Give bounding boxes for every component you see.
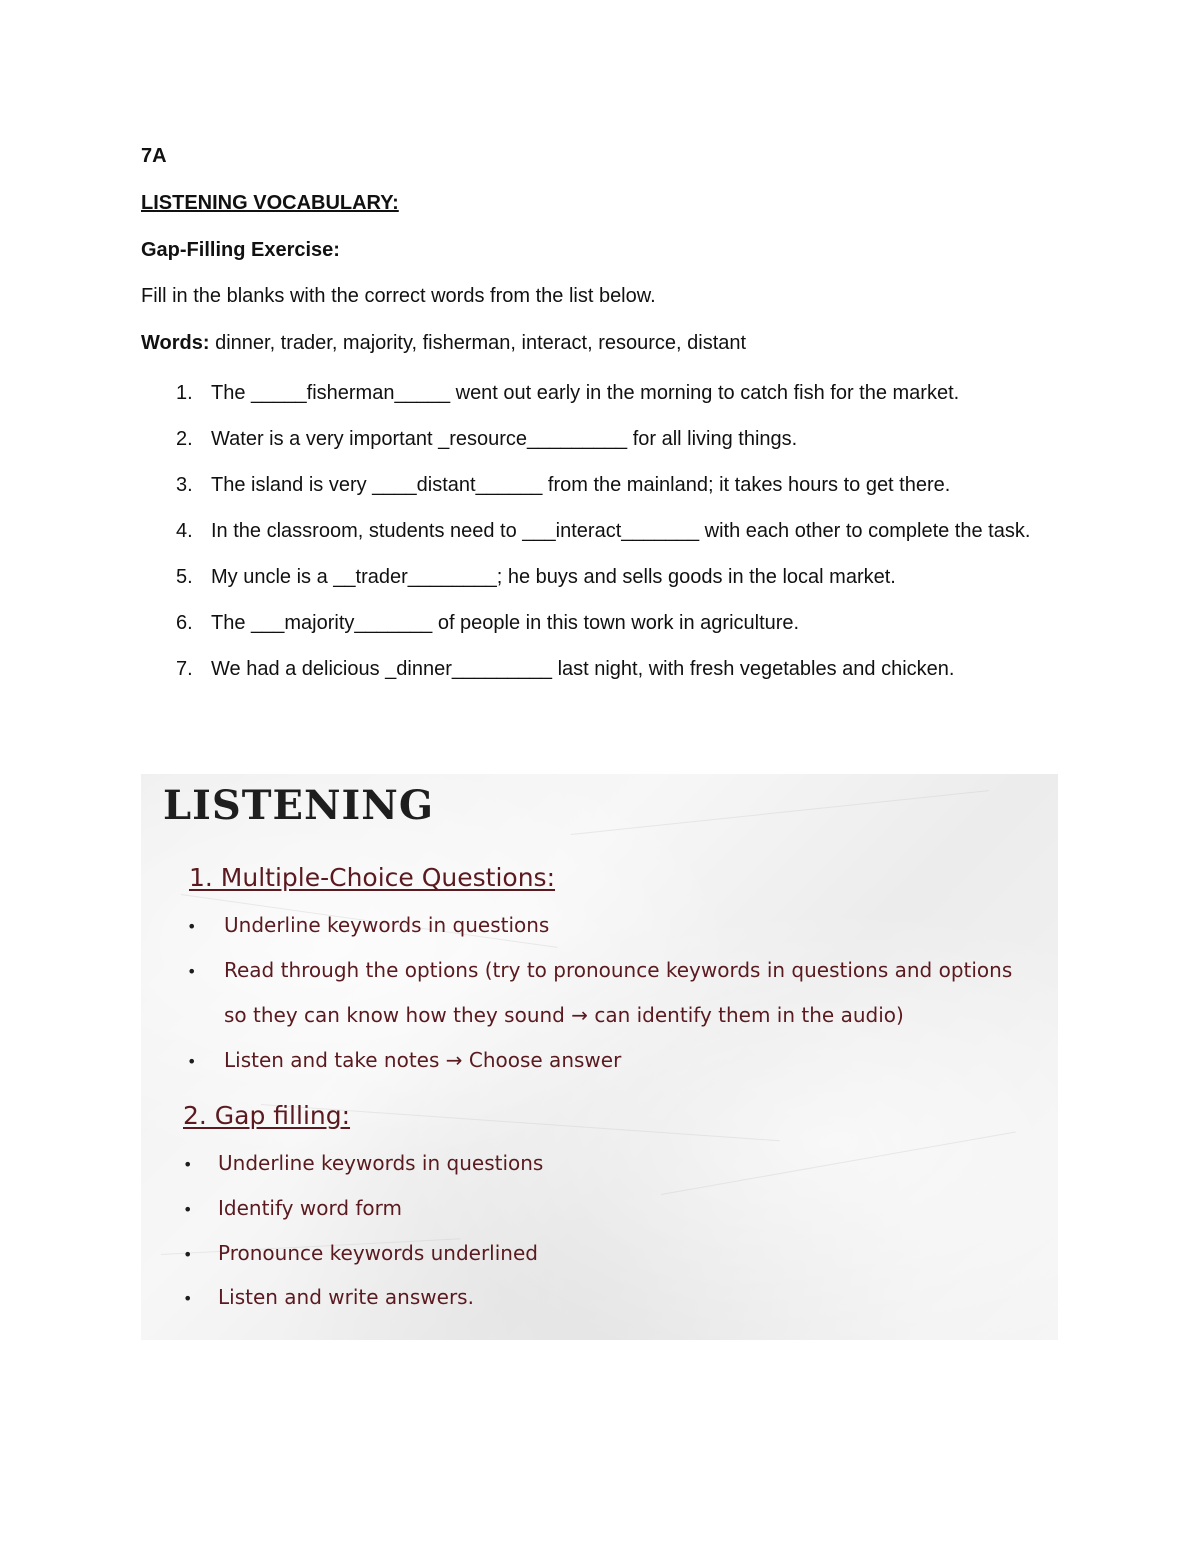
bullet-dot: • bbox=[183, 1200, 193, 1219]
item-text: In the classroom, students need to ___interact_______ with each other to complete the task. bbox=[211, 520, 1031, 542]
slide-title: LISTENING bbox=[163, 782, 434, 829]
exercise-item bbox=[176, 654, 1066, 685]
exercise-list bbox=[176, 378, 1066, 700]
exercise-item bbox=[176, 378, 1066, 409]
word-bank-list: dinner, trader, majority, fisherman, interact, resource, distant bbox=[209, 332, 747, 354]
mcq-bullet: Underline keywords in questions bbox=[224, 913, 550, 937]
exercise-item bbox=[176, 562, 1066, 593]
item-text: The _____fisherman_____ went out early in the morning to catch fish for the market. bbox=[211, 382, 960, 404]
mcq-heading: 1. Multiple-Choice Questions: bbox=[189, 863, 556, 892]
item-number: 6. bbox=[176, 612, 193, 634]
paper-crease bbox=[571, 790, 989, 835]
word-bank-label: Words: bbox=[141, 332, 210, 354]
gap-bullet: Listen and write answers. bbox=[218, 1285, 474, 1309]
section-title: LISTENING VOCABULARY: bbox=[141, 192, 399, 214]
item-text: Water is a very important _resource_________ for all living things. bbox=[211, 428, 798, 450]
bullet-dot: • bbox=[183, 1245, 193, 1264]
class-code: 7A bbox=[141, 145, 167, 167]
item-text: The island is very ____distant______ from the mainland; it takes hours to get there. bbox=[211, 474, 951, 496]
mcq-bullet-continued: so they can know how they sound → can identify them in the audio) bbox=[224, 1003, 904, 1027]
bullet-dot: • bbox=[183, 1289, 193, 1308]
item-number: 5. bbox=[176, 566, 193, 588]
exercise-item bbox=[176, 608, 1066, 639]
bullet-dot: • bbox=[187, 917, 197, 936]
word-bank bbox=[141, 331, 746, 355]
item-number: 7. bbox=[176, 658, 193, 680]
exercise-title: Gap-Filling Exercise: bbox=[141, 239, 340, 261]
gap-filling-heading: 2. Gap filling: bbox=[183, 1101, 351, 1130]
mcq-bullet: Listen and take notes → Choose answer bbox=[224, 1048, 622, 1072]
mcq-bullet: Read through the options (try to pronounce keywords in questions and options bbox=[224, 958, 1013, 982]
bullet-dot: • bbox=[187, 962, 197, 981]
item-text: We had a delicious _dinner_________ last night, with fresh vegetables and chicken. bbox=[211, 658, 955, 680]
instruction-text: Fill in the blanks with the correct words from the list below. bbox=[141, 285, 656, 307]
gap-bullet: Pronounce keywords underlined bbox=[218, 1241, 538, 1265]
exercise-item bbox=[176, 424, 1066, 455]
item-text: My uncle is a __trader________; he buys and sells goods in the local market. bbox=[211, 566, 896, 588]
gap-bullet: Underline keywords in questions bbox=[218, 1151, 544, 1175]
listening-slide-image bbox=[141, 774, 1058, 1340]
item-number: 1. bbox=[176, 382, 193, 404]
item-text: The ___majority_______ of people in this town work in agriculture. bbox=[211, 612, 800, 634]
bullet-dot: • bbox=[187, 1052, 197, 1071]
bullet-dot: • bbox=[183, 1155, 193, 1174]
gap-bullet: Identify word form bbox=[218, 1196, 403, 1220]
item-number: 4. bbox=[176, 520, 193, 542]
item-number: 3. bbox=[176, 474, 193, 496]
exercise-item bbox=[176, 516, 1066, 547]
paper-crease bbox=[661, 1131, 1016, 1194]
exercise-item bbox=[176, 470, 1066, 501]
item-number: 2. bbox=[176, 428, 193, 450]
